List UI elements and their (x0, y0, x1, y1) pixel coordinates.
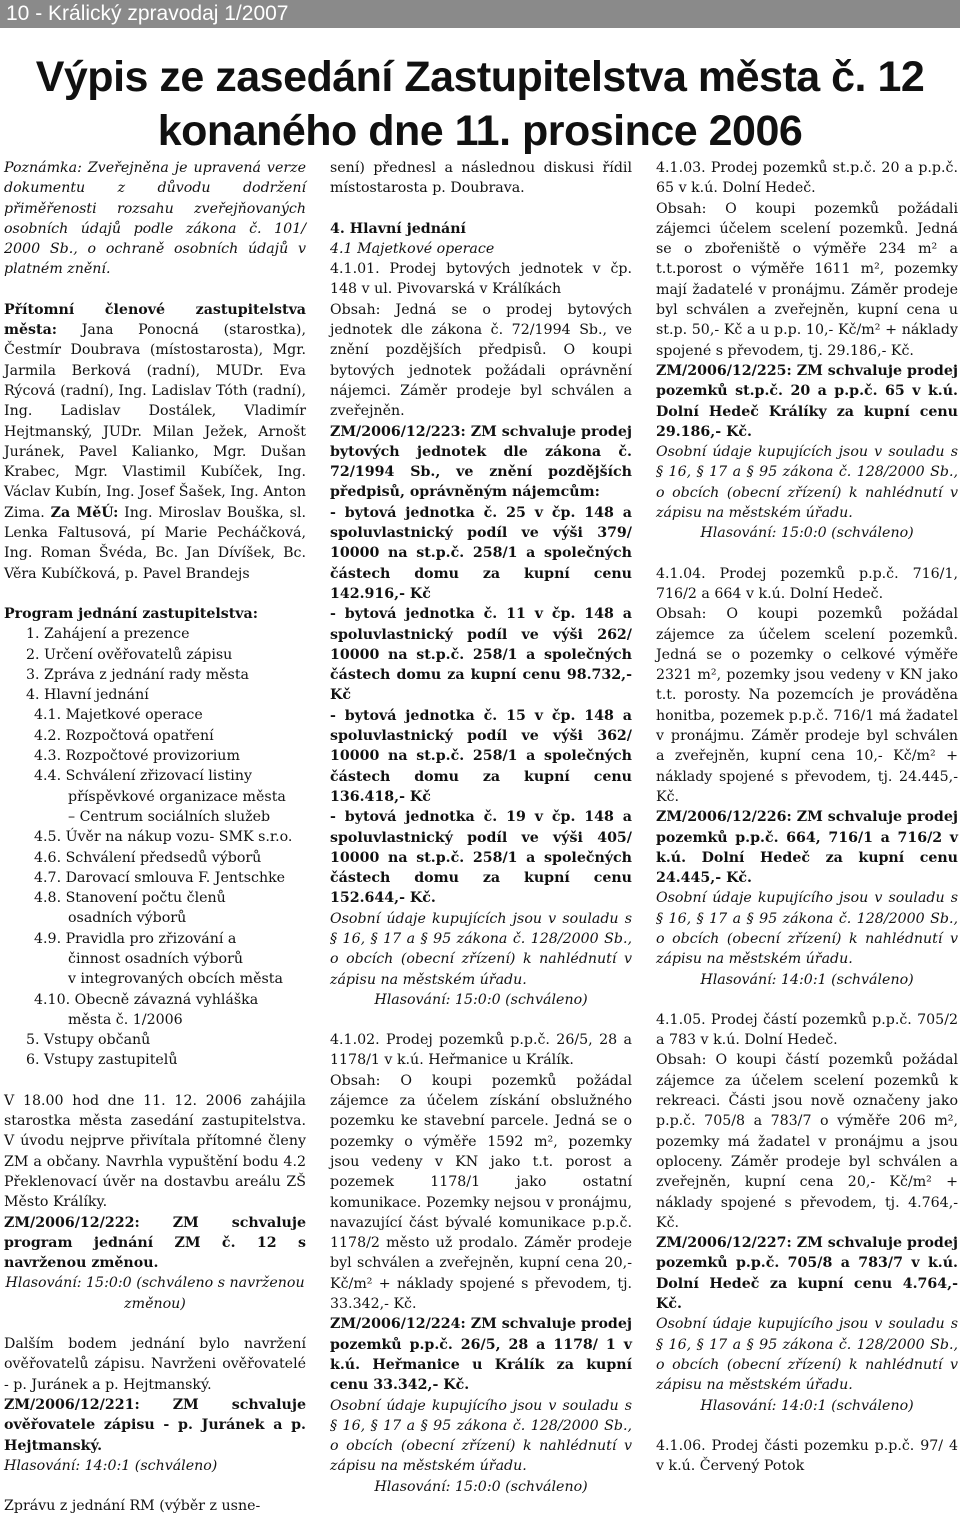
program-item: 4.9. Pravidla pro zřizování a (34, 930, 237, 947)
program-item: 4.6. Schválení předsedů výborů (34, 849, 262, 866)
vote-224: Hlasování: 15:0:0 (schváleno) (374, 1478, 588, 1495)
report-paragraph: Zprávu z jednání RM (výběr z usne- (4, 1498, 261, 1515)
verifiers-paragraph: Dalším bodem jednání bylo navržení ověřovatelů zápisu. Navrženi ověřovatelé - p. Juránek a p. Hejtmanský. (4, 1336, 306, 1393)
program-item: činnost osadních výborů (68, 950, 243, 967)
item-4-1-03-content: Obsah: O koupi pozemků požádali zájemci účelem scelení pozemků. Jedná se o zbořeniště o výměře 234 m² a t.t.porost o výměře 1611 m², pozemky mají žadatelé v pronájmu. Záměr prodeje byl schválen a zveřejněn, kupní cena u st.p. 50,- Kč a u p.p. 10,- Kč/m² + náklady spojené s převodem, tj. 29.186,- Kč. (656, 200, 958, 359)
program-item: města č. 1/2006 (68, 1011, 183, 1028)
item-4-1-03-title: 4.1.03. Prodej pozemků st.p.č. 20 a p.p.č. 65 v k.ú. Dolní Hedeč. (656, 160, 958, 197)
resolution-224: ZM/2006/12/224: ZM schvaluje prodej pozemků p.p.č. 26/5, 28 a 1178/ 1 v k.ú. Heřmanice u Králík za kupní cenu 33.342,- Kč. (330, 1316, 632, 1394)
vote-227: Hlasování: 14:0:1 (schváleno) (700, 1397, 914, 1414)
privacy-statement: Osobní údaje kupujícího jsou v souladu s § 16, § 17 a § 95 zákona č. 128/2000 Sb., o obcích (obecní zřízení) k nahlédnutí v zápisu na městském úřadu. (656, 1316, 958, 1394)
program-item: v integrovaných obcích města (68, 971, 283, 988)
column-2 (330, 158, 632, 1497)
program-item: 4.8. Stanovení počtu členů (34, 890, 226, 907)
program-list (4, 624, 306, 1071)
program-item: 6. Vstupy zastupitelů (26, 1052, 178, 1069)
article-title-line-1: Výpis ze zasedání Zastupitelstva města č. 12 (35, 53, 925, 101)
item-4-1-01-content: Obsah: Jedná se o prodej bytových jednotek dle zákona č. 72/1994 Sb., ve znění pozdějších předpisů. O koupi bytových jednotek požádali oprávnění nájemci. Záměr prodeje byl schválen a zveřejněn. (330, 301, 632, 420)
program-item: příspěvkové organizace města (68, 788, 286, 805)
privacy-statement: Osobní údaje kupujícího jsou v souladu s § 16, § 17 a § 95 zákona č. 128/2000 Sb., o obcích (obecní zřízení) k nahlédnutí v zápisu na městském úřadu. (330, 1397, 632, 1475)
item-4-1-04-title: 4.1.04. Prodej pozemků p.p.č. 716/1, 716/2 a 664 v k.ú. Dolní Hedeč. (656, 565, 958, 602)
unit-1: - bytová jednotka č. 25 v čp. 148 a spoluvlastnický podíl ve výši 379/ 10000 na st.p.č. 258/1 a společných částech domu za kupní cenu 142.916,- Kč (330, 504, 632, 602)
resolution-226: ZM/2006/12/226: ZM schvaluje prodej pozemků p.p.č. 664, 716/1 a 716/2 v k.ú. Dolní Hedeč za kupní cenu 24.445,- Kč. (656, 809, 958, 887)
program-item: 4.1. Majetkové operace (34, 707, 203, 724)
present-text: Jana Ponocná (starostka), Čestmír Doubrava (místostarosta), Mgr. Jarmila Berková (radní), MUDr. Eva Rýcová (radní), Ing. Ladislav Tóth (radní), Ing. Ladislav Dostálek, Vladimír Hejtmanský, JUDr. Milan Ježek, Arnošt Juránek, Pavel Kalianko, Mgr. Dušan Krabec, Mgr. Vlastimil Kubíček, Ing. Václav Kubín, Ing. Josef Šašek, Ing. Anton Zima. (4, 322, 306, 521)
program-item: 4.4. Schválení zřizovací listiny (34, 768, 253, 785)
opening-paragraph: V 18.00 hod dne 11. 12. 2006 zahájila starostka města zasedání zastupitelstva. V úvodu nejprve přivítala přítomné členy ZM a občany. Navrhla vypuštění bodu 4.2 Překlenovací úvěr na dostavbu areálu ZŠ Město Králíky. (4, 1092, 306, 1211)
present-label: Přítomní členové zastupitelstva města: (4, 301, 306, 339)
program-item: 1. Zahájení a prezence (26, 626, 190, 643)
resolution-227: ZM/2006/12/227: ZM schvaluje prodej pozemků p.p.č. 705/8 a 783/7 v k.ú. Dolní Hedeč za kupní cenu 4.764,- Kč. (656, 1235, 958, 1313)
program-item: 5. Vstupy občanů (26, 1032, 151, 1049)
privacy-statement: Osobní údaje kupujících jsou v souladu s § 16, § 17 a § 95 zákona č. 128/2000 Sb., o obcích (obecní zřízení) k nahlédnutí v zápisu na městském úřadu. (330, 910, 632, 988)
meu-label: Za MěÚ: (50, 504, 119, 521)
unit-3: - bytová jednotka č. 15 v čp. 148 a spoluvlastnický podíl ve výši 362/ 10000 na st.p.č. 258/1 a společných částech domu za kupní cenu 136.418,- Kč (330, 707, 632, 805)
program-item: osadních výborů (68, 910, 187, 927)
unit-2: - bytová jednotka č. 11 v čp. 148 a spoluvlastnický podíl ve výši 262/ 10000 na st.p.č. 258/1 a společných částech domu za kupní cenu 98.732,- Kč (330, 606, 632, 704)
unit-4: - bytová jednotka č. 19 v čp. 148 a spoluvlastnický podíl ve výši 405/ 10000 na st.p.č. 258/1 a společných částech domu za kupní cenu 152.644,- Kč. (330, 809, 632, 907)
program-item: 3. Zpráva z jednání rady města (26, 666, 249, 683)
item-4-1-05-content: Obsah: O koupi částí pozemků požádal zájemce za účelem scelení pozemků k rekreaci. Části jsou nově označeny jako p.p.č. 705/8 a 783/7 o výměře 206 m², pozemky má žadatel v pronájmu a jsou oploceny. Záměr prodeje byl schválen a zveřejněn, kupní cena 20,- Kč/m² + náklady spojené s převodem, tj. 4.764,- Kč. (656, 1052, 958, 1231)
page-header: 10 - Králický zpravodaj 1/2007 (0, 0, 960, 28)
report-continuation: sení) přednesl a následnou diskusi řídil místostarosta p. Doubrava. (330, 160, 632, 197)
program-item: 2. Určení ověřovatelů zápisu (26, 646, 233, 663)
present-members (4, 300, 306, 584)
vote-222: Hlasování: 15:0:0 (schváleno s navrženou změnou) (5, 1275, 305, 1312)
program-item: 4.10. Obecně závazná vyhláška (34, 991, 259, 1008)
column-3 (656, 158, 958, 1476)
program-item: 4. Hlavní jednání (26, 687, 149, 704)
program-item: 4.2. Rozpočtová opatření (34, 727, 214, 744)
program-title: Program jednání zastupitelstva: (4, 605, 258, 622)
vote-226: Hlasování: 14:0:1 (schváleno) (700, 971, 914, 988)
vote-225: Hlasování: 15:0:0 (schváleno) (700, 525, 914, 542)
item-4-1-02-title: 4.1.02. Prodej pozemků p.p.č. 26/5, 28 a 1178/1 v k.ú. Heřmanice u Králík. (330, 1032, 632, 1069)
column-1 (4, 158, 306, 1516)
program-item: 4.7. Darovací smlouva F. Jentschke (34, 869, 286, 886)
item-4-1-02-content: Obsah: O koupi pozemků požádal zájemce za účelem získání obslužného pozemku ke stavební parcele. Jedná se o pozemky o výměře 1592 m², pozemky jsou vedeny v KN jako t.t. porost a pozemek 1178/1 jako ostatní komunikace. Pozemky nejsou v pronájmu, navazující část bývalé komunikace p.p.č. 1178/2 město už prodalo. Záměr prodeje byl schválen a zveřejněn, kupní cena 20,- Kč/m² + náklady spojené s převodem, tj. 33.342,- Kč. (330, 1072, 632, 1313)
resolution-225: ZM/2006/12/225: ZM schvaluje prodej pozemků st.p.č. 20 a p.p.č. 65 v k.ú. Dolní Hedeč Králíky za kupní cenu 29.186,- Kč. (656, 362, 958, 440)
vote-221: Hlasování: 14:0:1 (schváleno) (4, 1457, 218, 1474)
section-heading: 4. Hlavní jednání (330, 220, 466, 237)
subsection-heading: 4.1 Majetkové operace (330, 240, 495, 257)
privacy-statement: Osobní údaje kupujících jsou v souladu s § 16, § 17 a § 95 zákona č. 128/2000 Sb., o obcích (obecní zřízení) k nahlédnutí v zápisu na městském úřadu. (656, 444, 958, 522)
item-4-1-01-title: 4.1.01. Prodej bytových jednotek v čp. 148 v ul. Pivovarská v Králíkách (330, 261, 632, 298)
program-item: – Centrum sociálních služeb (68, 808, 271, 825)
resolution-221: ZM/2006/12/221: ZM schvaluje ověřovatele zápisu - p. Juránek a p. Hejtmanský. (4, 1396, 306, 1454)
vote-223: Hlasování: 15:0:0 (schváleno) (374, 991, 588, 1008)
article-title-line-2: konaného dne 11. prosince 2006 (157, 107, 803, 155)
meu-text: Ing. Miroslav Bouška, sl. Lenka Faltusová, pí Marie Pecháčková, Ing. Roman Švéda, Bc. Jan Dívíšek, Bc. Věra Kubíčková, p. Pavel Brandejs (4, 504, 306, 582)
privacy-note: Poznámka: Zveřejněna je upravená verze dokumentu z důvodu dodržení přiměřenosti rozsahu zveřejňovaných osobních údajů podle zákona č. 101/ 2000 Sb., o ochraně osobních údajů v platném znění. (4, 160, 306, 278)
program-item: 4.3. Rozpočtové provizorium (34, 748, 240, 765)
item-4-1-06-title: 4.1.06. Prodej části pozemku p.p.č. 97/ 4 v k.ú. Červený Potok (656, 1437, 958, 1475)
privacy-statement: Osobní údaje kupujícího jsou v souladu s § 16, § 17 a § 95 zákona č. 128/2000 Sb., o obcích (obecní zřízení) k nahlédnutí v zápisu na městském úřadu. (656, 890, 958, 968)
resolution-222: ZM/2006/12/222: ZM schvaluje program jednání ZM č. 12 s navrženou změnou. (4, 1214, 306, 1272)
resolution-223: ZM/2006/12/223: ZM schvaluje prodej bytových jednotek dle zákona č. 72/1994 Sb., ve znění pozdějších předpisů, oprávněným nájemcům: (330, 423, 632, 501)
program-item: 4.5. Úvěr na nákup vozu- SMK s.r.o. (34, 829, 293, 846)
item-4-1-04-content: Obsah: O koupi pozemků požádal zájemce za účelem scelení pozemků. Jedná se o pozemky o celkové výměře 2321 m², pozemky jsou vedeny v KN jako t.t. porosty. Na pozemcích je prováděna honitba, pozemek p.p.č. 716/1 má žadatel v pronájmu. Záměr prodeje byl schválen a zveřejněn, kupní cena 10,- Kč/m² + náklady spojené s převodem, tj. 24.445,- Kč. (656, 606, 958, 805)
item-4-1-05-title: 4.1.05. Prodej částí pozemků p.p.č. 705/2 a 783 v k.ú. Dolní Hedeč. (656, 1011, 958, 1049)
